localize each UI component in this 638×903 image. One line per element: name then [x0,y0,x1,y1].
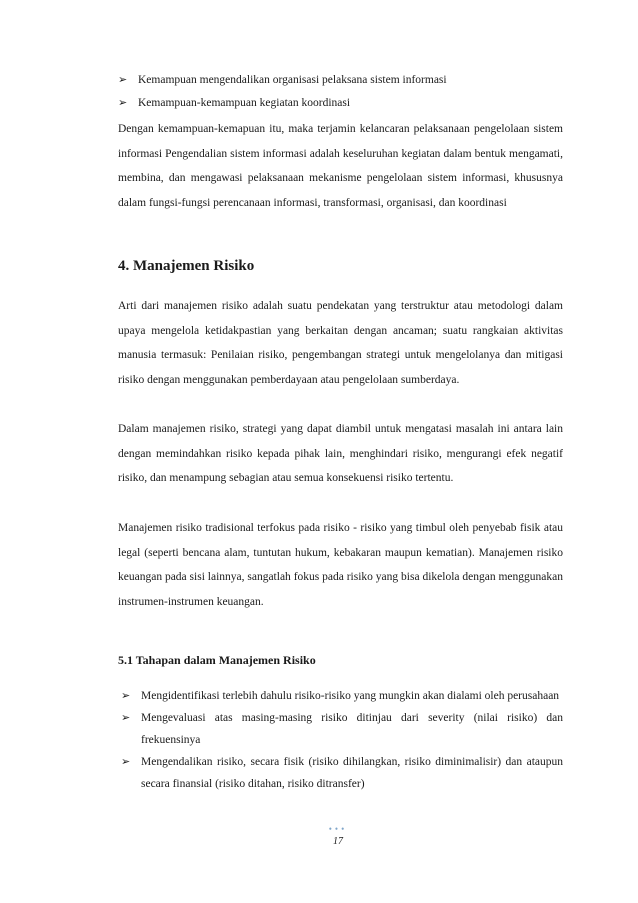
intro-paragraph: Dengan kemampuan-kemapuan itu, maka terjamin kelancaran pelaksanaan pengelolaan sistem informasi Pengendalian sistem informasi adalah keseluruhan kegiatan dalam bentuk mengamati, membina, dan mengawasi pelaksanaan mekanisme pengelolaan sistem informasi, khususnya dalam fungsi-fungsi perencanaan informasi, transformasi, organisasi, dan koordinasi [118,123,563,209]
top-bullet-list [118,69,563,115]
list-item-text: Mengidentifikasi terlebih dahulu risiko-risiko yang mungkin akan dialami oleh perusahaan [141,690,560,702]
section-4-paragraph-2: Dalam manajemen risiko, strategi yang dapat diambil untuk mengatasi masalah ini antara lain dengan memindahkan risiko kepada pihak lain, menghindari risiko, mengurangi efek negatif risiko, dan menampung sebagian atau semua konsekuensi risiko tertentu. [118,423,563,484]
list-item [118,92,563,115]
arrow-bullet-icon: ➢ [121,690,131,702]
list-item [121,751,563,795]
section-4-heading: 4. Manajemen Risiko [118,258,255,274]
arrow-bullet-icon: ➢ [118,74,128,86]
list-item-text: Kemampuan-kemampuan kegiatan koordinasi [138,97,351,109]
section-5-1-bullet-list [121,685,563,795]
section-5-1-heading: 5.1 Tahapan dalam Manajemen Risiko [118,653,316,667]
list-item [121,707,563,751]
list-item-text: Mengendalikan risiko, secara fisik (risiko dihilangkan, risiko diminimalisir) dan ataupun secara finansial (risiko ditahan, risiko ditransfer) [141,756,563,790]
list-item-text: Mengevaluasi atas masing-masing risiko ditinjau dari severity (nilai risiko) dan frekuensinya [141,712,563,746]
arrow-bullet-icon: ➢ [118,97,128,109]
list-item [121,685,563,707]
arrow-bullet-icon: ➢ [121,712,131,724]
list-item [118,69,563,92]
section-4-paragraph-3: Manajemen risiko tradisional terfokus pada risiko - risiko yang timbul oleh penyebab fisik atau legal (seperti bencana alam, tuntutan hukum, kebakaran maupun kematian). Manajemen risiko keuangan pada sisi lainnya, sangatlah fokus pada risiko yang bisa dikelola dengan menggunakan instrumen-instrumen keuangan. [118,522,563,608]
arrow-bullet-icon: ➢ [121,756,131,768]
footer-dots: ••• [328,824,348,834]
section-4-paragraph-1: Arti dari manajemen risiko adalah suatu pendekatan yang terstruktur atau metodologi dalam upaya mengelola ketidakpastian yang berkaitan dengan ancaman; suatu rangkaian aktivitas manusia termasuk: Penilaian risiko, pengembangan strategi untuk mengelolanya dan mitigasi risiko dengan menggunakan pemberdayaan atau pengelolaan sumberdaya. [118,300,563,386]
list-item-text: Kemampuan mengendalikan organisasi pelaksana sistem informasi [138,74,447,86]
page-number: 17 [333,836,343,847]
